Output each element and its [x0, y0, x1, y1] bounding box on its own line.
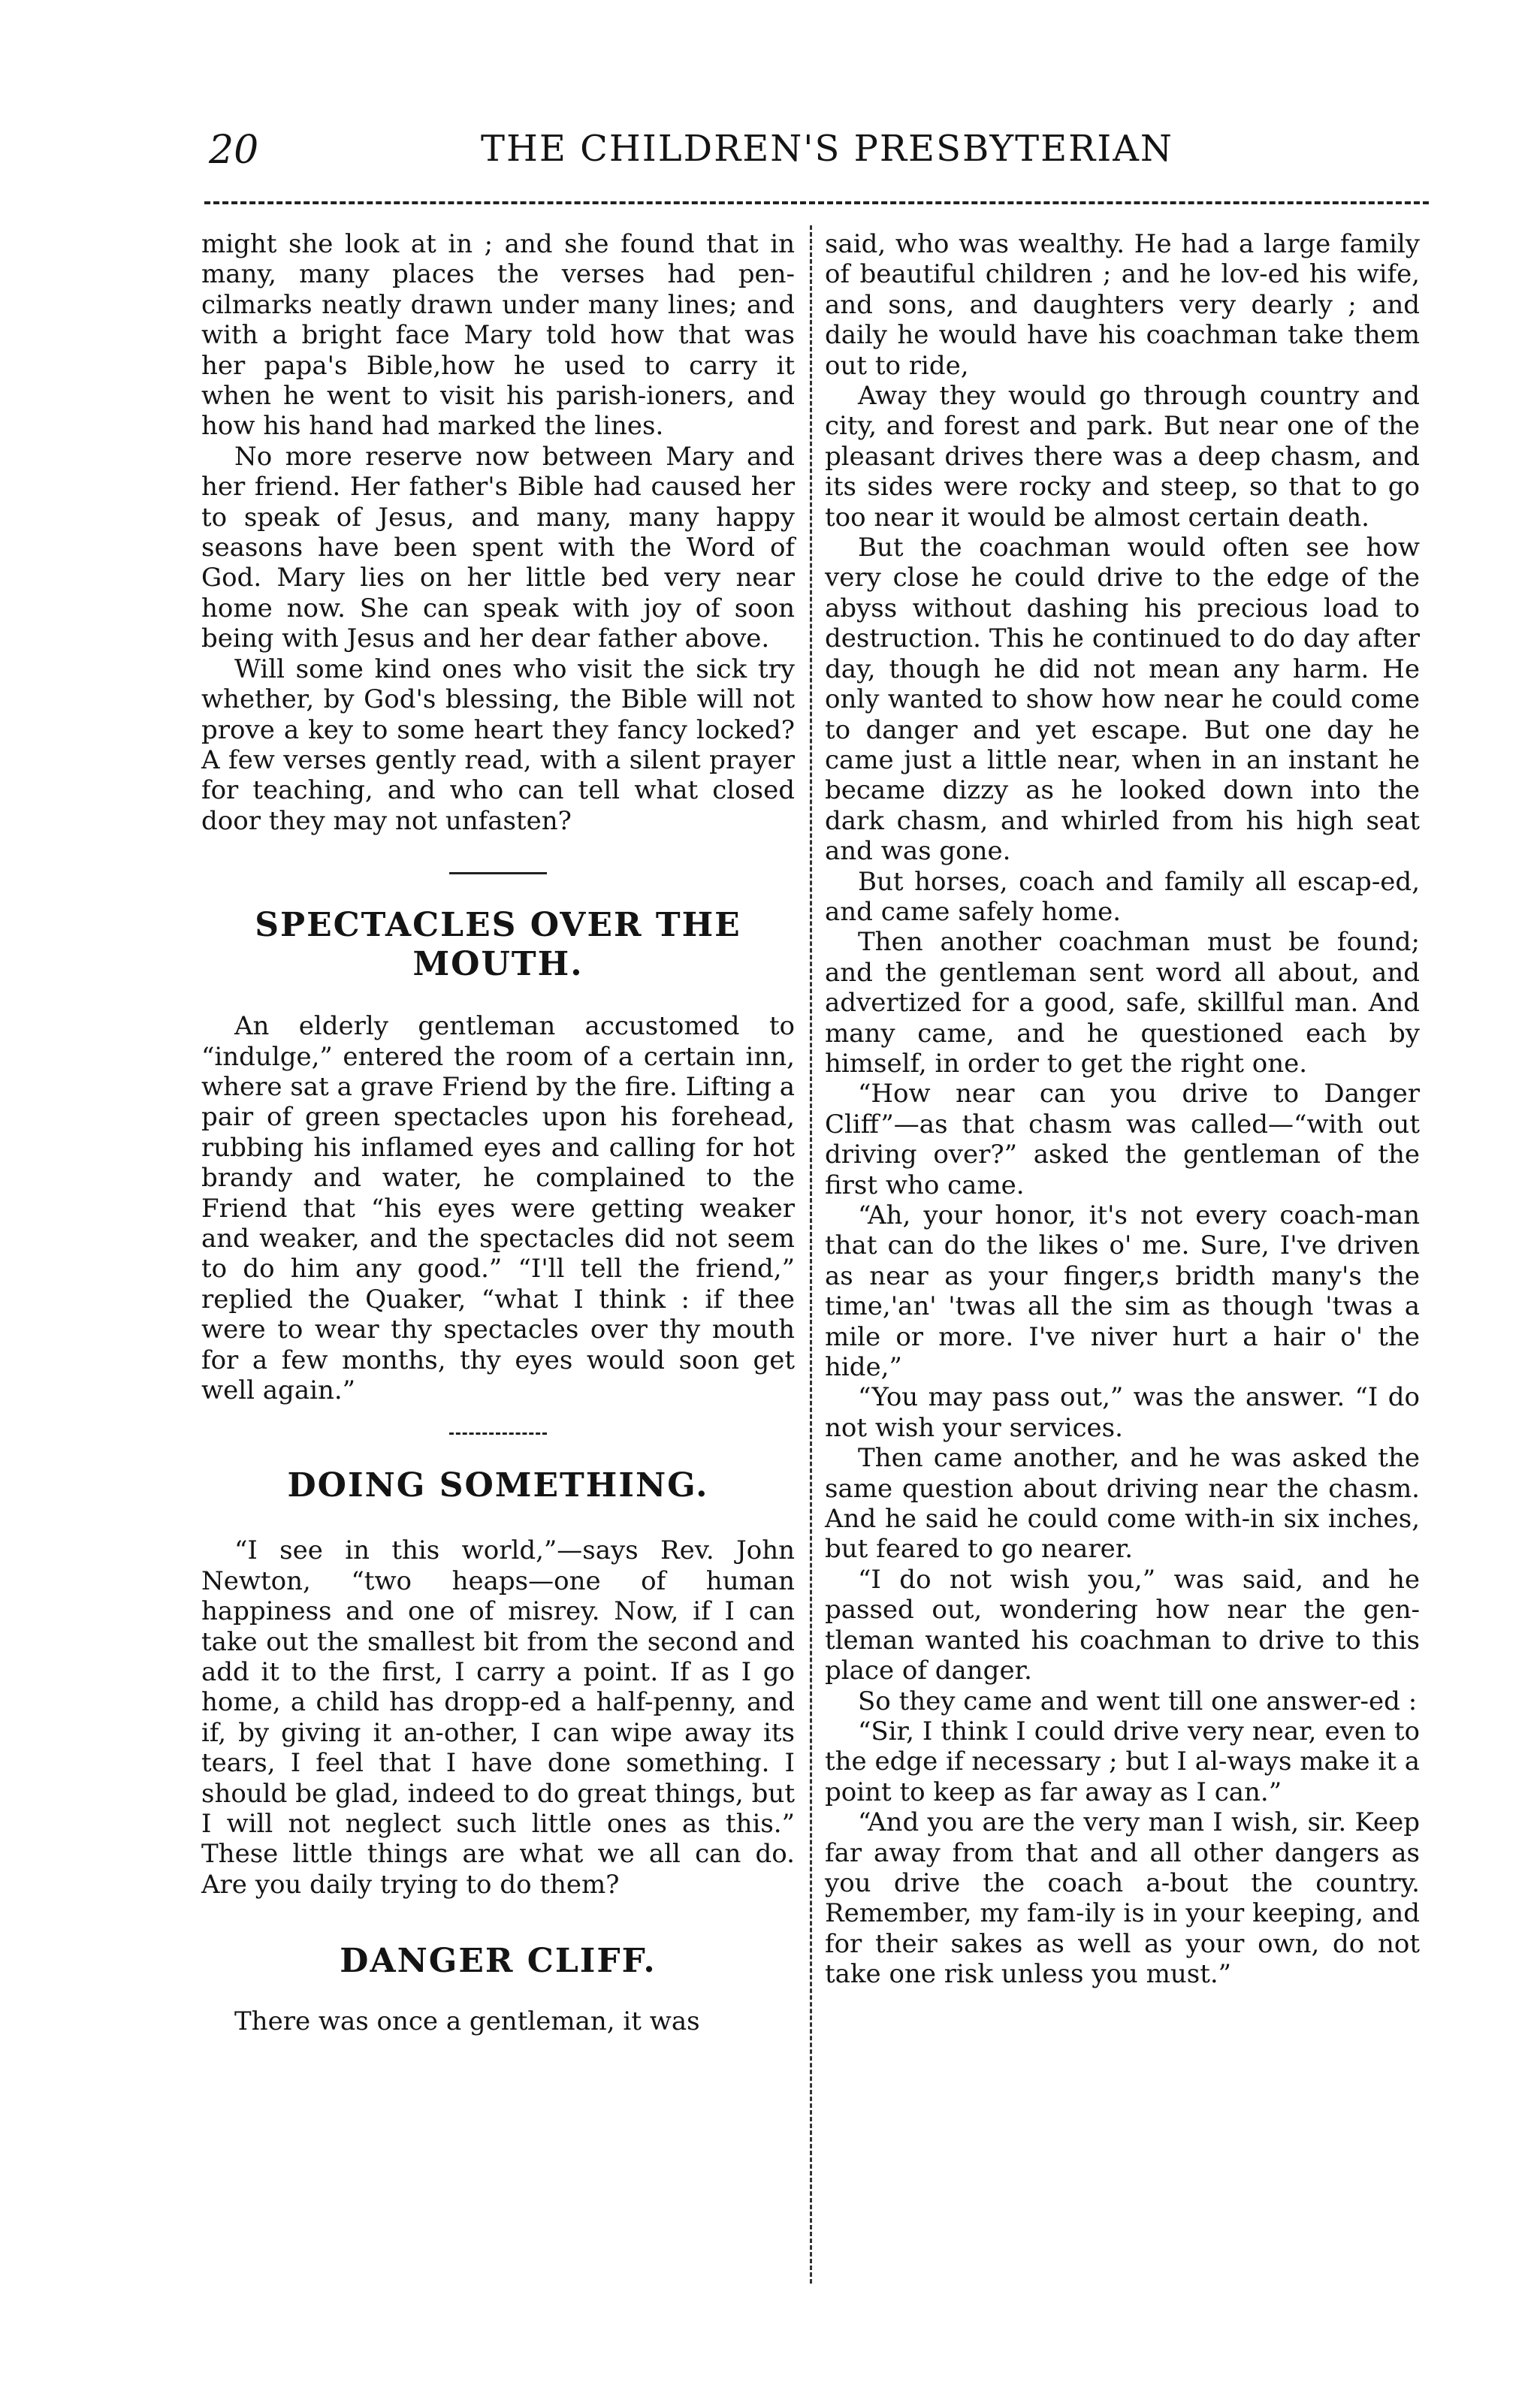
paragraph: “How near can you drive to Danger Cliff”—as that chasm was called—“with out driving over?” asked the gentleman of the first who came. [825, 1079, 1420, 1200]
running-title: THE CHILDREN'S PRESBYTERIAN [481, 128, 1173, 170]
paragraph: said, who was wealthy. He had a large family of beautiful children ; and he lov-ed his wife, and sons, and daughters very dearly ; and daily he would have his coachman take them out to ride, [825, 229, 1420, 381]
section-heading: SPECTACLES OVER THE MOUTH. [255, 906, 741, 984]
paragraph: So they came and went till one answer-ed : [858, 1686, 1418, 1716]
page-header [0, 128, 1540, 188]
paragraph: But horses, coach and family all escap-ed, and came safely home. [825, 866, 1420, 927]
paragraph: “You may pass out,” was the answer. “I do not wish your services. [825, 1382, 1420, 1443]
paragraph: “I see in this world,”—says Rev. John Newton, “two heaps—one of human happiness and one of misrey. Now, if I can take out the smallest bit from the second and add it to the first, I carry a point. If as I go home, a child has dropp-ed a half-penny, and if, by giving it an-other, I can wipe away its tears, I feel that I have done something. I should be glad, indeed to do great things, but I will not neglect such little ones as this.” These little things are what we all can do. Are you daily trying to do them? [201, 1535, 795, 1900]
paragraph: Will some kind ones who visit the sick try whether, by God's blessing, the Bible will not prove a key to some heart they fancy locked? A few verses gently read, with a silent prayer for teaching, and who can tell what closed door they may not unfasten? [201, 654, 795, 836]
section-heading: DANGER CLIFF. [340, 1942, 657, 1981]
paragraph: “Ah, your honor, it's not every coach-man that can do the likes o' me. Sure, I've driven as near as your finger,s bridth many's the time,'an' 'twas all the sim as though 'twas a mile or more. I've niver hurt a hair o' the hide,” [825, 1200, 1420, 1383]
paragraph: “I do not wish you,” was said, and he passed out, wondering how near the gen-tleman wanted his coachman to drive to this place of danger. [825, 1564, 1420, 1686]
paragraph: “Sir, I think I could drive very near, even to the edge if necessary ; but I al-ways make it a point to keep as far away as I can.” [825, 1716, 1420, 1807]
section-heading: DOING SOMETHING. [287, 1466, 709, 1505]
page-number: 20 [209, 128, 259, 173]
paragraph: Then another coachman must be found; and the gentleman sent word all about, and advertized for a good, safe, skillful man. And many came, and he questioned each by himself, in order to get the right one. [825, 927, 1420, 1079]
paragraph: An elderly gentleman accustomed to “indulge,” entered the room of a certain inn, where sat a grave Friend by the fire. Lifting a pair of green spectacles upon his forehead, rubbing his inflamed eyes and calling for hot brandy and water, he complained to the Friend that “his eyes were getting weaker and weaker, and the spectacles did not seem to do him any good.” “I'll tell the friend,” replied the Quaker, “what I think : if thee were to wear thy spectacles over thy mouth for a few months, thy eyes would soon get well again.” [201, 1011, 795, 1405]
header-rule [204, 201, 1429, 204]
paragraph: No more reserve now between Mary and her friend. Her father's Bible had caused her to speak of Jesus, and many, many happy seasons have been spent with the Word of God. Mary lies on her little bed very near home now. She can speak with joy of soon being with Jesus and her dear father above. [201, 441, 795, 654]
section-rule [449, 1432, 547, 1435]
right-column [825, 229, 1420, 1990]
paragraph: But the coachman would often see how very close he could drive to the edge of the abyss without dashing his precious load to destruction. This he continued to do day after day, though he did not mean any harm. He only wanted to show how near he could come to danger and yet escape. But one day he came just a little near, when in an instant he became dizzy as he looked down into the dark chasm, and whirled from his high seat and was gone. [825, 533, 1420, 867]
paragraph: Then came another, and he was asked the same question about driving near the chasm. And he said he could come with-in six inches, but feared to go nearer. [825, 1443, 1420, 1565]
paragraph: “And you are the very man I wish, sir. Keep far away from that and all other dangers as you drive the coach a-bout the country. Remember, my fam-ily is in your keeping, and for their sakes as well as your own, do not take one risk unless you must.” [825, 1807, 1420, 1990]
column-divider [810, 225, 812, 2284]
paragraph: There was once a gentleman, it was [234, 2006, 700, 2037]
section-rule [449, 872, 547, 874]
paragraph: Away they would go through country and city, and forest and park. But near one of the pleasant drives there was a deep chasm, and its sides were rocky and steep, so that to go too near it would be almost certain death. [825, 381, 1420, 533]
paragraph: might she look at in ; and she found that in many, many places the verses had pen-cilmarks neatly drawn under many lines; and with a bright face Mary told how that was her papa's Bible,how he used to carry it when he went to visit his parish-ioners, and how his hand had marked the lines. [201, 229, 795, 442]
left-column [201, 229, 795, 2037]
